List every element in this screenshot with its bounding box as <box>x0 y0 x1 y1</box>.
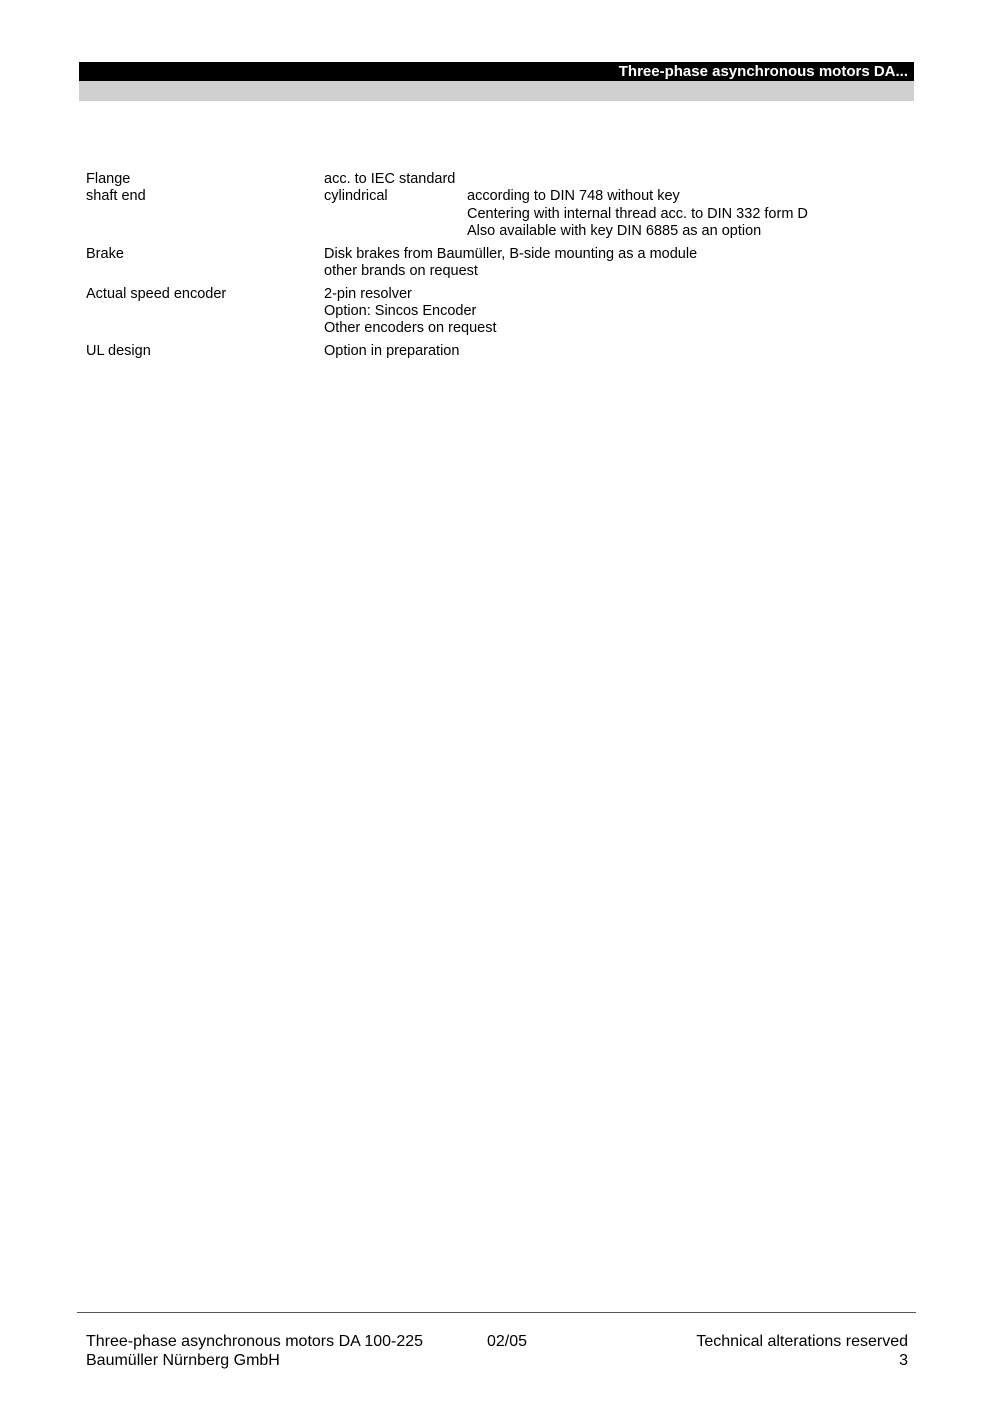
spec-value-ul-design: Option in preparation <box>324 343 460 360</box>
shaft-end-block <box>324 188 886 240</box>
spec-row-ul-design <box>86 343 886 360</box>
spec-row-encoder <box>86 286 886 338</box>
spec-label-brake: Brake <box>86 245 124 262</box>
spec-label-encoder: Actual speed encoder <box>86 285 227 302</box>
spec-table <box>86 171 886 366</box>
header-title-bar <box>79 62 914 81</box>
footer-right <box>600 1332 908 1370</box>
shaft-end-detail-2: Centering with internal thread acc. to DIN 332 form D <box>467 205 808 222</box>
shaft-end-detail-3: Also available with key DIN 6885 as an option <box>467 222 762 239</box>
header-gray-band <box>79 81 914 101</box>
spec-value-brake-1: Disk brakes from Baumüller, B-side mounting as a module <box>324 245 698 262</box>
spec-label-shaft-end: shaft end <box>86 188 146 205</box>
footer-divider <box>77 1312 916 1313</box>
spec-label-flange: Flange <box>86 171 131 187</box>
spec-row-flange <box>86 171 886 240</box>
spec-value-flange: acc. to IEC standard <box>324 171 456 187</box>
footer-date: 02/05 <box>487 1333 528 1350</box>
footer-company: Baumüller Nürnberg GmbH <box>86 1352 280 1369</box>
shaft-end-type: cylindrical <box>324 188 388 205</box>
spec-value-encoder-1: 2-pin resolver <box>324 285 412 302</box>
spec-row-brake <box>86 246 886 281</box>
footer-middle <box>487 1332 527 1351</box>
shaft-end-detail-1: according to DIN 748 without key <box>467 188 680 205</box>
spec-label-ul-design: UL design <box>86 343 151 360</box>
footer-page-number: 3 <box>899 1352 908 1369</box>
footer-left <box>86 1332 423 1370</box>
spec-value-encoder-2: Option: Sincos Encoder <box>324 303 477 320</box>
header-title: Three-phase asynchronous motors DA... <box>618 63 908 80</box>
footer-notice: Technical alterations reserved <box>696 1333 908 1350</box>
spec-value-encoder-3: Other encoders on request <box>324 320 497 337</box>
spec-value-brake-2: other brands on request <box>324 262 478 279</box>
footer-doc-title: Three-phase asynchronous motors DA 100-225 <box>86 1333 424 1350</box>
